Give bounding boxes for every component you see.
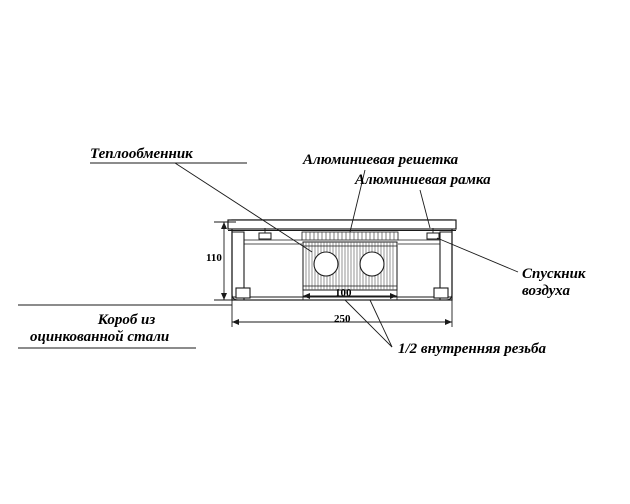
label-internal-thread: 1/2 внутренняя резьба (398, 341, 546, 357)
leader-thread-2 (370, 300, 392, 347)
dimension-text-110: 110 (206, 252, 222, 264)
tube-left (314, 252, 338, 276)
label-box-steel-line2: оцинкованной стали (30, 329, 170, 346)
label-box-steel-line1: Короб из (97, 312, 156, 328)
heat-exchanger-block (303, 242, 397, 290)
label-aluminium-frame: Алюминиевая рамка (355, 172, 491, 188)
aluminium-grille (302, 232, 398, 240)
dimension-text-250: 250 (334, 313, 351, 325)
label-aluminium-grille: Алюминиевая решетка (303, 152, 459, 168)
air-vent-left (259, 233, 271, 239)
dimension-text-100: 100 (335, 287, 352, 299)
leader-thread (345, 300, 392, 347)
label-air-vent (522, 266, 586, 301)
label-air-vent-line1: Спускник (522, 266, 586, 282)
label-heat-exchanger: Теплообменник (90, 146, 193, 162)
left-foot (236, 288, 250, 298)
right-foot (434, 288, 448, 298)
label-air-vent-line2: воздуха (522, 283, 570, 300)
tube-right (360, 252, 384, 276)
aluminium-frame-plate (228, 220, 456, 229)
label-galvanized-box (30, 312, 169, 347)
